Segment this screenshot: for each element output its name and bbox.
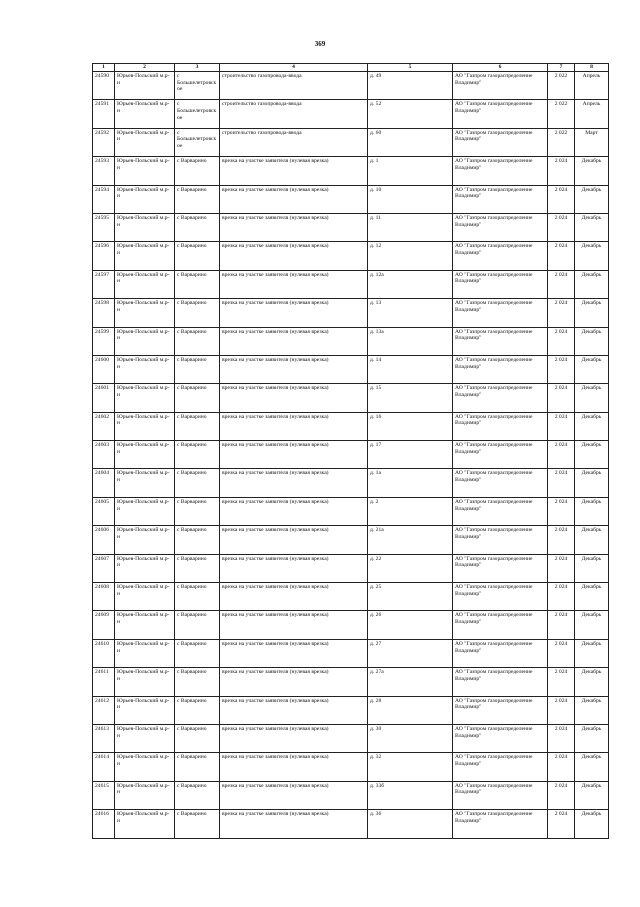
table-row	[93, 554, 609, 582]
cell-record-number: 24592	[93, 128, 115, 156]
column-header: 6	[453, 64, 548, 72]
column-header: 3	[175, 64, 220, 72]
table-row	[93, 497, 609, 525]
cell-year: 2 024	[548, 526, 575, 554]
cell-month: Декабрь	[575, 554, 609, 582]
cell-organization: АО "Газпром газораспределение Владимир"	[453, 299, 548, 327]
cell-settlement: с Варварино	[175, 242, 220, 270]
cell-settlement: с Варварино	[175, 696, 220, 724]
cell-record-number: 24596	[93, 242, 115, 270]
column-header: 5	[368, 64, 453, 72]
cell-organization: АО "Газпром газораспределение Владимир"	[453, 72, 548, 100]
cell-settlement: с Варварино	[175, 724, 220, 752]
cell-record-number: 24602	[93, 412, 115, 440]
table-body	[93, 72, 609, 839]
cell-year: 2 024	[548, 355, 575, 383]
cell-work-type: врезка на участке заявителя (нулевая врезка)	[220, 157, 368, 185]
cell-month: Декабрь	[575, 355, 609, 383]
table-row	[93, 242, 609, 270]
cell-district: Юрьев-Польский м.р-н	[115, 100, 175, 128]
cell-year: 2 024	[548, 327, 575, 355]
cell-work-type: врезка на участке заявителя (нулевая врезка)	[220, 299, 368, 327]
cell-settlement: с Варварино	[175, 299, 220, 327]
cell-month: Декабрь	[575, 412, 609, 440]
cell-month: Декабрь	[575, 327, 609, 355]
cell-record-number: 24612	[93, 696, 115, 724]
cell-month: Декабрь	[575, 270, 609, 298]
cell-year: 2 024	[548, 611, 575, 639]
cell-settlement: с Варварино	[175, 441, 220, 469]
cell-address: д. 49	[368, 72, 453, 100]
cell-settlement: с Варварино	[175, 213, 220, 241]
cell-settlement: с Варварино	[175, 384, 220, 412]
cell-year: 2 024	[548, 242, 575, 270]
cell-address: д. 60	[368, 128, 453, 156]
cell-settlement: с Варварино	[175, 668, 220, 696]
cell-year: 2 024	[548, 441, 575, 469]
cell-month: Декабрь	[575, 583, 609, 611]
cell-record-number: 24594	[93, 185, 115, 213]
table-row	[93, 696, 609, 724]
cell-month: Апрель	[575, 72, 609, 100]
cell-address: д. 12	[368, 242, 453, 270]
cell-settlement: с Большелетровское	[175, 128, 220, 156]
cell-district: Юрьев-Польский м.р-н	[115, 639, 175, 667]
cell-address: д. 12а	[368, 270, 453, 298]
table-row	[93, 810, 609, 838]
table-header-row	[93, 64, 609, 72]
cell-work-type: врезка на участке заявителя (нулевая врезка)	[220, 668, 368, 696]
cell-record-number: 24603	[93, 441, 115, 469]
cell-organization: АО "Газпром газораспределение Владимир"	[453, 753, 548, 781]
page-number: 369	[314, 40, 326, 48]
cell-organization: АО "Газпром газораспределение Владимир"	[453, 497, 548, 525]
cell-month: Декабрь	[575, 469, 609, 497]
cell-work-type: врезка на участке заявителя (нулевая врезка)	[220, 185, 368, 213]
cell-work-type: строительство газопровода-ввода	[220, 128, 368, 156]
cell-settlement: с Варварино	[175, 497, 220, 525]
cell-district: Юрьев-Польский м.р-н	[115, 157, 175, 185]
cell-organization: АО "Газпром газораспределение Владимир"	[453, 242, 548, 270]
cell-year: 2 022	[548, 100, 575, 128]
cell-year: 2 024	[548, 781, 575, 809]
cell-record-number: 24607	[93, 554, 115, 582]
cell-work-type: врезка на участке заявителя (нулевая врезка)	[220, 441, 368, 469]
table-row	[93, 781, 609, 809]
cell-work-type: врезка на участке заявителя (нулевая врезка)	[220, 355, 368, 383]
cell-address: д. 10	[368, 185, 453, 213]
cell-month: Декабрь	[575, 157, 609, 185]
table-row	[93, 100, 609, 128]
cell-organization: АО "Газпром газораспределение Владимир"	[453, 810, 548, 838]
cell-record-number: 24608	[93, 583, 115, 611]
cell-record-number: 24606	[93, 526, 115, 554]
cell-year: 2 024	[548, 157, 575, 185]
cell-district: Юрьев-Польский м.р-н	[115, 299, 175, 327]
cell-month: Декабрь	[575, 497, 609, 525]
cell-district: Юрьев-Польский м.р-н	[115, 583, 175, 611]
cell-work-type: врезка на участке заявителя (нулевая врезка)	[220, 611, 368, 639]
cell-year: 2 024	[548, 299, 575, 327]
cell-district: Юрьев-Польский м.р-н	[115, 242, 175, 270]
cell-address: д. 32	[368, 753, 453, 781]
cell-district: Юрьев-Польский м.р-н	[115, 441, 175, 469]
cell-month: Декабрь	[575, 213, 609, 241]
cell-address: д. 15	[368, 384, 453, 412]
cell-organization: АО "Газпром газораспределение Владимир"	[453, 157, 548, 185]
cell-record-number: 24591	[93, 100, 115, 128]
cell-organization: АО "Газпром газораспределение Владимир"	[453, 469, 548, 497]
cell-address: д. 26	[368, 611, 453, 639]
table-row	[93, 384, 609, 412]
cell-work-type: строительство газопровода-ввода	[220, 72, 368, 100]
cell-address: д. 33б	[368, 781, 453, 809]
table-row	[93, 157, 609, 185]
cell-organization: АО "Газпром газораспределение Владимир"	[453, 696, 548, 724]
table-row	[93, 72, 609, 100]
column-header: 4	[220, 64, 368, 72]
cell-settlement: с Варварино	[175, 554, 220, 582]
cell-work-type: врезка на участке заявителя (нулевая врезка)	[220, 583, 368, 611]
cell-address: д. 21а	[368, 526, 453, 554]
cell-record-number: 24605	[93, 497, 115, 525]
cell-month: Декабрь	[575, 753, 609, 781]
cell-month: Декабрь	[575, 611, 609, 639]
table-row	[93, 213, 609, 241]
cell-organization: АО "Газпром газораспределение Владимир"	[453, 668, 548, 696]
cell-month: Декабрь	[575, 242, 609, 270]
cell-address: д. 13а	[368, 327, 453, 355]
cell-year: 2 024	[548, 185, 575, 213]
cell-year: 2 024	[548, 724, 575, 752]
cell-organization: АО "Газпром газораспределение Владимир"	[453, 412, 548, 440]
cell-settlement: с Варварино	[175, 781, 220, 809]
cell-organization: АО "Газпром газораспределение Владимир"	[453, 441, 548, 469]
cell-record-number: 24611	[93, 668, 115, 696]
cell-record-number: 24609	[93, 611, 115, 639]
cell-district: Юрьев-Польский м.р-н	[115, 668, 175, 696]
cell-address: д. 25	[368, 583, 453, 611]
cell-district: Юрьев-Польский м.р-н	[115, 72, 175, 100]
cell-district: Юрьев-Польский м.р-н	[115, 781, 175, 809]
cell-organization: АО "Газпром газораспределение Владимир"	[453, 781, 548, 809]
cell-organization: АО "Газпром газораспределение Владимир"	[453, 554, 548, 582]
cell-address: д. 16	[368, 412, 453, 440]
cell-settlement: с Варварино	[175, 639, 220, 667]
cell-work-type: врезка на участке заявителя (нулевая врезка)	[220, 753, 368, 781]
cell-settlement: с Варварино	[175, 270, 220, 298]
cell-organization: АО "Газпром газораспределение Владимир"	[453, 611, 548, 639]
column-header: 7	[548, 64, 575, 72]
cell-settlement: с Варварино	[175, 810, 220, 838]
table-row	[93, 355, 609, 383]
cell-record-number: 24610	[93, 639, 115, 667]
cell-district: Юрьев-Польский м.р-н	[115, 611, 175, 639]
cell-district: Юрьев-Польский м.р-н	[115, 526, 175, 554]
cell-record-number: 24595	[93, 213, 115, 241]
cell-settlement: с Варварино	[175, 469, 220, 497]
cell-work-type: врезка на участке заявителя (нулевая врезка)	[220, 327, 368, 355]
cell-district: Юрьев-Польский м.р-н	[115, 384, 175, 412]
cell-work-type: врезка на участке заявителя (нулевая врезка)	[220, 270, 368, 298]
cell-month: Декабрь	[575, 668, 609, 696]
cell-address: д. 52	[368, 100, 453, 128]
cell-organization: АО "Газпром газораспределение Владимир"	[453, 185, 548, 213]
table-row	[93, 185, 609, 213]
table-row	[93, 526, 609, 554]
cell-month: Декабрь	[575, 696, 609, 724]
cell-settlement: с Варварино	[175, 157, 220, 185]
cell-district: Юрьев-Польский м.р-н	[115, 497, 175, 525]
cell-district: Юрьев-Польский м.р-н	[115, 469, 175, 497]
cell-record-number: 24601	[93, 384, 115, 412]
table-row	[93, 128, 609, 156]
cell-address: д. 22	[368, 554, 453, 582]
cell-address: д. 1а	[368, 469, 453, 497]
column-header: 8	[575, 64, 609, 72]
cell-settlement: с Варварино	[175, 753, 220, 781]
cell-organization: АО "Газпром газораспределение Владимир"	[453, 128, 548, 156]
cell-year: 2 024	[548, 497, 575, 525]
table-row	[93, 639, 609, 667]
cell-month: Декабрь	[575, 724, 609, 752]
table-row	[93, 583, 609, 611]
table-row	[93, 412, 609, 440]
cell-record-number: 24614	[93, 753, 115, 781]
cell-district: Юрьев-Польский м.р-н	[115, 696, 175, 724]
cell-organization: АО "Газпром газораспределение Владимир"	[453, 583, 548, 611]
cell-district: Юрьев-Польский м.р-н	[115, 213, 175, 241]
cell-address: д. 1	[368, 157, 453, 185]
cell-district: Юрьев-Польский м.р-н	[115, 185, 175, 213]
cell-settlement: с Варварино	[175, 526, 220, 554]
cell-year: 2 024	[548, 469, 575, 497]
cell-year: 2 024	[548, 412, 575, 440]
cell-year: 2 024	[548, 639, 575, 667]
cell-work-type: врезка на участке заявителя (нулевая врезка)	[220, 412, 368, 440]
cell-year: 2 022	[548, 128, 575, 156]
cell-work-type: строительство газопровода-ввода	[220, 100, 368, 128]
cell-work-type: врезка на участке заявителя (нулевая врезка)	[220, 384, 368, 412]
cell-address: д. 28	[368, 696, 453, 724]
cell-month: Декабрь	[575, 810, 609, 838]
cell-address: д. 30	[368, 724, 453, 752]
cell-year: 2 024	[548, 668, 575, 696]
cell-organization: АО "Газпром газораспределение Владимир"	[453, 639, 548, 667]
cell-month: Март	[575, 128, 609, 156]
cell-work-type: врезка на участке заявителя (нулевая врезка)	[220, 242, 368, 270]
cell-organization: АО "Газпром газораспределение Владимир"	[453, 724, 548, 752]
cell-month: Декабрь	[575, 526, 609, 554]
table-row	[93, 724, 609, 752]
cell-address: д. 13	[368, 299, 453, 327]
cell-district: Юрьев-Польский м.р-н	[115, 724, 175, 752]
cell-work-type: врезка на участке заявителя (нулевая врезка)	[220, 469, 368, 497]
cell-district: Юрьев-Польский м.р-н	[115, 412, 175, 440]
column-header: 2	[115, 64, 175, 72]
cell-work-type: врезка на участке заявителя (нулевая врезка)	[220, 554, 368, 582]
cell-work-type: врезка на участке заявителя (нулевая врезка)	[220, 213, 368, 241]
cell-year: 2 024	[548, 270, 575, 298]
cell-month: Декабрь	[575, 299, 609, 327]
cell-record-number: 24590	[93, 72, 115, 100]
cell-work-type: врезка на участке заявителя (нулевая врезка)	[220, 696, 368, 724]
cell-year: 2 024	[548, 554, 575, 582]
cell-record-number: 24616	[93, 810, 115, 838]
cell-district: Юрьев-Польский м.р-н	[115, 327, 175, 355]
cell-year: 2 024	[548, 213, 575, 241]
cell-settlement: с Варварино	[175, 355, 220, 383]
cell-year: 2 022	[548, 72, 575, 100]
cell-work-type: врезка на участке заявителя (нулевая врезка)	[220, 639, 368, 667]
cell-month: Декабрь	[575, 185, 609, 213]
cell-year: 2 024	[548, 753, 575, 781]
table-row	[93, 611, 609, 639]
cell-record-number: 24598	[93, 299, 115, 327]
cell-record-number: 24604	[93, 469, 115, 497]
cell-record-number: 24600	[93, 355, 115, 383]
cell-settlement: с Варварино	[175, 583, 220, 611]
cell-district: Юрьев-Польский м.р-н	[115, 810, 175, 838]
cell-address: д. 14	[368, 355, 453, 383]
cell-month: Апрель	[575, 100, 609, 128]
cell-organization: АО "Газпром газораспределение Владимир"	[453, 355, 548, 383]
table-row	[93, 469, 609, 497]
cell-district: Юрьев-Польский м.р-н	[115, 355, 175, 383]
cell-record-number: 24593	[93, 157, 115, 185]
gasification-table	[92, 63, 609, 839]
cell-settlement: с Варварино	[175, 185, 220, 213]
cell-settlement: с Варварино	[175, 327, 220, 355]
cell-settlement: с Большелетровское	[175, 100, 220, 128]
cell-address: д. 2	[368, 497, 453, 525]
cell-work-type: врезка на участке заявителя (нулевая врезка)	[220, 497, 368, 525]
cell-district: Юрьев-Польский м.р-н	[115, 128, 175, 156]
cell-year: 2 024	[548, 384, 575, 412]
table-row	[93, 270, 609, 298]
table-row	[93, 299, 609, 327]
cell-organization: АО "Газпром газораспределение Владимир"	[453, 213, 548, 241]
cell-work-type: врезка на участке заявителя (нулевая врезка)	[220, 724, 368, 752]
cell-settlement: с Большелетровское	[175, 72, 220, 100]
table-row	[93, 327, 609, 355]
cell-record-number: 24615	[93, 781, 115, 809]
cell-organization: АО "Газпром газораспределение Владимир"	[453, 327, 548, 355]
cell-work-type: врезка на участке заявителя (нулевая врезка)	[220, 810, 368, 838]
cell-settlement: с Варварино	[175, 611, 220, 639]
cell-record-number: 24597	[93, 270, 115, 298]
cell-year: 2 024	[548, 583, 575, 611]
table-row	[93, 753, 609, 781]
cell-month: Декабрь	[575, 384, 609, 412]
cell-organization: АО "Газпром газораспределение Владимир"	[453, 384, 548, 412]
cell-address: д. 27	[368, 639, 453, 667]
cell-work-type: врезка на участке заявителя (нулевая врезка)	[220, 781, 368, 809]
cell-year: 2 024	[548, 696, 575, 724]
cell-district: Юрьев-Польский м.р-н	[115, 270, 175, 298]
cell-address: д. 11	[368, 213, 453, 241]
cell-record-number: 24613	[93, 724, 115, 752]
cell-month: Декабрь	[575, 639, 609, 667]
cell-organization: АО "Газпром газораспределение Владимир"	[453, 526, 548, 554]
cell-address: д. 27а	[368, 668, 453, 696]
cell-organization: АО "Газпром газораспределение Владимир"	[453, 270, 548, 298]
cell-record-number: 24599	[93, 327, 115, 355]
cell-month: Декабрь	[575, 781, 609, 809]
cell-year: 2 024	[548, 810, 575, 838]
cell-district: Юрьев-Польский м.р-н	[115, 554, 175, 582]
column-header: 1	[93, 64, 115, 72]
cell-address: д. 36	[368, 810, 453, 838]
cell-address: д. 17	[368, 441, 453, 469]
cell-organization: АО "Газпром газораспределение Владимир"	[453, 100, 548, 128]
cell-work-type: врезка на участке заявителя (нулевая врезка)	[220, 526, 368, 554]
cell-settlement: с Варварино	[175, 412, 220, 440]
table-row	[93, 668, 609, 696]
cell-district: Юрьев-Польский м.р-н	[115, 753, 175, 781]
table-row	[93, 441, 609, 469]
cell-month: Декабрь	[575, 441, 609, 469]
